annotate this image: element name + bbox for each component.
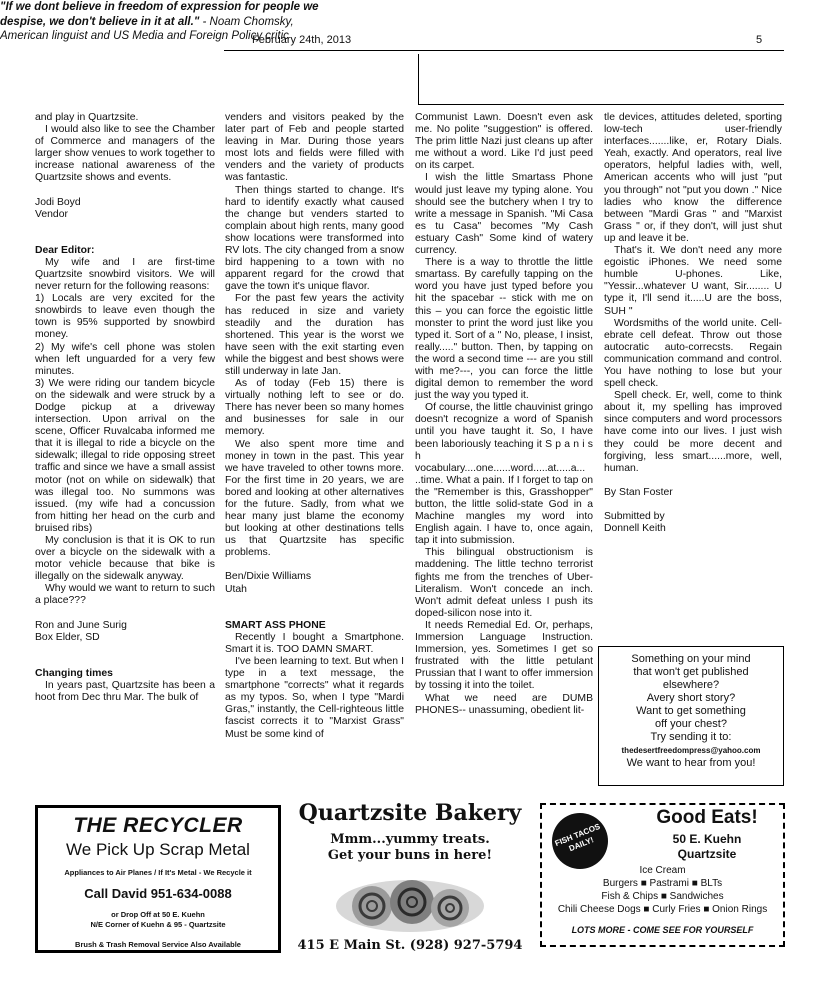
col3-paragraph: I wish the little Smartass Phone would just leave my typing alone. You should see the butchery when I try to write a message in Spanish. "Mi Casa es tu Casa" becomes "My Cash estuary Cash" Some kind of watery currency. (415, 172, 593, 257)
col2-paragraph: I've been learning to text. But when I type in a text message, the smartphone "corrects" what it regards as my typos. So, when I type "Mardi Gras," instantly, the Cell-righteous little fascist corrects it to "Marxist Grass" Must be some kind of (225, 655, 404, 740)
submit-line: elsewhere? (662, 679, 720, 691)
good-eats-address (642, 832, 772, 862)
col1-paragraph: Why would we want to return to such a place??? (35, 583, 215, 607)
article-heading: SMART ASS PHONE (225, 619, 326, 631)
bakery-slogan-line: Mmm...yummy treats. (330, 832, 490, 847)
col4-paragraph: That's it. We don't need any more egoistic iPhones. We need some humble U-phones. Like, "Yessir...whatever U want, Sir........ U type it, I'll send it.....U are the boss, SUH " (604, 245, 782, 317)
col3-paragraph: It needs Remedial Ed. Or, perhaps, Immersion Language Instruction. Immersion, yes. Sometimes I get so frustrated with the little petulant Prussian that I want to offer immersion by tossing it into the toilet. (415, 619, 593, 692)
submit-line: Something on your mind (631, 653, 751, 665)
byline: By Stan Foster (604, 486, 673, 498)
good-eats-address-line: 50 E. Kuehn (672, 832, 742, 846)
header-rule (224, 50, 784, 51)
signature-location: Box Elder, SD (35, 631, 100, 643)
recycler-title: THE RECYCLER (73, 814, 243, 837)
submit-line: that won't get published (633, 666, 749, 678)
col3-paragraph: This bilingual obstructionism is maddening. The little techno terrorist fights me from the trenches of Uber- Literalism. Won't concede an inch. Won't admit defeat unless I push its doped-silicon nose into it. (415, 547, 593, 619)
menu-line: Chili Cheese Dogs ■ Curly Fries ■ Onion Rings (557, 904, 768, 915)
signature-title: Vendor (35, 208, 68, 220)
col2-paragraph: For the past few years the activity has reduced in size and variety steadily and the duration has shortened. This year is the worst we have seen with the exit starting even while the biggest and best shows were still underway in late Jan. (225, 293, 404, 377)
col1-paragraph: 3) We were riding our tandem bicycle on the sidewalk and were struck by a Dodge pickup at a driveway intersection. Upon arrival on the scene, Officer Ruvalcaba informed me that it is illegal to ride a bicycle on the sidewalk; illegal to ride opposing street traffic and since we have a small assist motor (not on while on sidewalk) that was illegal too. No summons was issued. (my wife had a concussion from hitting her head on the curb and bruised ribs) (35, 377, 215, 534)
submit-line: We want to hear from you! (626, 757, 756, 769)
page-number: 5 (756, 34, 763, 46)
quote-rule-left (418, 54, 419, 104)
col1-paragraph: I would also like to see the Chamber of Commerce and managers of the larger show venues to work together to increase national awareness of the Quartzsite shows and events. (35, 124, 215, 184)
col1-paragraph: 1) Locals are very excited for the snowbirds to leave even though the town is 95% supported by snowbird money. (35, 293, 215, 341)
badge-text: FISH TACOS DAILY! (553, 821, 602, 854)
good-eats-tagline: LOTS MORE - COME SEE FOR YOURSELF (571, 925, 754, 935)
quote-attribution: - Noam Chomsky, American linguist and US Media and Foreign Policy critic (0, 15, 294, 42)
col4-paragraph: Wordsmiths of the world unite. Cell-ebrate cell defeat. Throw out those autocratic auto-correcsts. Regain communication command and control. You have nothing to lose but your spell check. (604, 317, 782, 390)
cinnamon-buns-image (330, 872, 490, 936)
recycler-subtitle: We Pick Up Scrap Metal (66, 840, 250, 859)
col3-paragraph: Communist Lawn. Doesn't even ask me. No polite "suggestion" is offered. The prim little Nazi just cleans up after me without a word. Like I'd just peed on its carpet. (415, 112, 593, 172)
recycler-services: Brush & Trash Removal Service Also Available (75, 940, 241, 949)
good-eats-title: Good Eats! (656, 807, 758, 828)
menu-line: Ice Cream (639, 865, 686, 876)
bakery-title: Quartzsite Bakery (298, 800, 522, 826)
col2-paragraph: Recently I bought a Smartphone. Smart it is. TOO DAMN SMART. (225, 631, 404, 655)
quote-text: "If we dont believe in freedom of expression for people we despise, we don't believe in it at all." (0, 1, 319, 28)
recycler-dropoff-line: or Drop Off at 50 E. Kuehn (111, 910, 205, 919)
bakery-slogan (292, 832, 528, 864)
col3-paragraph: What we need are DUMB PHONES-- unassuming, obedient lit- (415, 692, 593, 716)
col3-paragraph: Of course, the little chauvinist gringo doesn't recognize a word of Spanish until you have taught it. So, I have been laboriously teaching it S p a n i s h vocabulary....one......word.....at.....a... ..time. What a pain. If I forget to tap on the "Remember is this, Grasshopper" button, the little solid-state God in a Machine mangles my word into English again. I have to, once again, tap it into submission. (415, 402, 593, 547)
section-heading: Changing times (35, 667, 113, 679)
submitter-name: Donnell Keith (604, 523, 666, 534)
letter-heading: Dear Editor: (35, 244, 95, 256)
signature-name: Jodi Boyd (35, 196, 81, 208)
issue-date: February 24th, 2013 (252, 34, 352, 46)
submit-line: Try sending it to: (650, 731, 732, 743)
column-1 (35, 112, 215, 704)
col1-paragraph: 2) My wife's cell phone was stolen when left unguarded for a very few minutes. (35, 341, 215, 377)
submitted-by-label: Submitted by (604, 510, 665, 522)
column-4 (604, 112, 782, 535)
bakery-slogan-line: Get your buns in here! (327, 848, 493, 863)
col3-paragraph: There is a way to throttle the little smartass. By carefully tapping on the word you have just typed before you hit the spacebar -- stick with me on this – you can force the egoistic little monster to print the word just like you typed it. Sort of a " No, please, I insist, really....." button. Then, by tapping on the word a second time --- are you still with me?---, you can force the little digital demon to remember the word just the way you typed it. (415, 257, 593, 402)
good-eats-address-line: Quartzsite (677, 847, 737, 861)
bakery-address: 415 E Main St. (928) 927-5794 (297, 938, 523, 953)
col1-paragraph: My wife and I are first-time Quartzsite snowbird visitors. We will never return for the following reasons: (35, 256, 215, 293)
recycler-dropoff-line: N/E Corner of Kuehn & 95 - Quartzsite (90, 920, 226, 929)
col2-paragraph: venders and visitors peaked by the later part of Feb and people started leaving in Mar. During those years most lots and fields were filled with venders and the variety of products was fantastic. (225, 112, 404, 184)
column-3 (415, 112, 593, 717)
col2-paragraph: Then things started to change. It's hard to identify exactly what caused the change but venders started to complain about high rents, many good show locations were transformed into RV lots. The city changed from a snow bird happening to a town with no apparent regard for the crowd that gave the town it's unique flavor. (225, 184, 404, 293)
col1-paragraph: and play in Quartzsite. (35, 112, 139, 123)
col2-paragraph: We also spent more time and money in town in the past. This year we have traveled to other towns more. For the first time in 20 years, we are bored and looking at other alternatives for the future. Sadly, from what we hear many just blame the economy but looking at other destinations tells us that Quartzsite has specific problems. (225, 438, 404, 559)
submit-email[interactable]: thedesertfreedompress@yahoo.com (621, 746, 761, 755)
recycler-phone: Call David 951-634-0088 (84, 886, 232, 901)
column-2 (225, 112, 404, 741)
col1-paragraph: In years past, Quartzsite has been a hoot from Dec thru Mar. The bulk of (35, 679, 215, 703)
ad-good-eats (540, 803, 785, 947)
quote-rule-bottom (418, 104, 784, 105)
col1-paragraph: My conclusion is that it is OK to run over a bicycle on the sidewalk with a motor vehicle because that bike is illegally on the sidewalk anyway. (35, 535, 215, 583)
col2-paragraph: As of today (Feb 15) there is virtually nothing left to see or do. There has never been so many homes and businesses for sale in our memory. (225, 378, 404, 438)
ad-recycler (35, 805, 281, 953)
recycler-dropoff (38, 910, 278, 930)
signature-name: Ben/Dixie Williams (225, 571, 312, 583)
ad-bakery (292, 800, 528, 960)
col4-paragraph: tle devices, attitudes deleted, sporting low-tech user-friendly interfaces.......like, er, Rotary Dials. Yeah, exactly. And operators, real live operators, helpful ladies with, well, American accents who will just "put you through" not "put you down ." Nice ladies who know the difference between "Mardi Gras " and "Marxist Grass " or, if they don't, will just shut up and leave it be. (604, 112, 782, 244)
submit-line: Want to get something (636, 705, 746, 717)
col4-paragraph: Spell check. Er, well, come to think about it, my spelling has improved since computers and word processors have come into our lives. I just wish they could be more decent and forgiving, less smart......more, well, human. (604, 390, 782, 474)
submit-line: off your chest? (655, 718, 727, 730)
menu-line: Burgers ■ Pastrami ■ BLTs (602, 878, 723, 889)
submit-line: Avery short story? (646, 692, 736, 704)
menu-line: Fish & Chips ■ Sandwiches (601, 891, 724, 902)
signature-location: Utah (225, 583, 247, 595)
recycler-tagline: Appliances to Air Planes / If It's Metal - We Recycle it (64, 868, 252, 877)
signature-name: Ron and June Surig (35, 619, 127, 631)
submission-box (598, 646, 784, 786)
